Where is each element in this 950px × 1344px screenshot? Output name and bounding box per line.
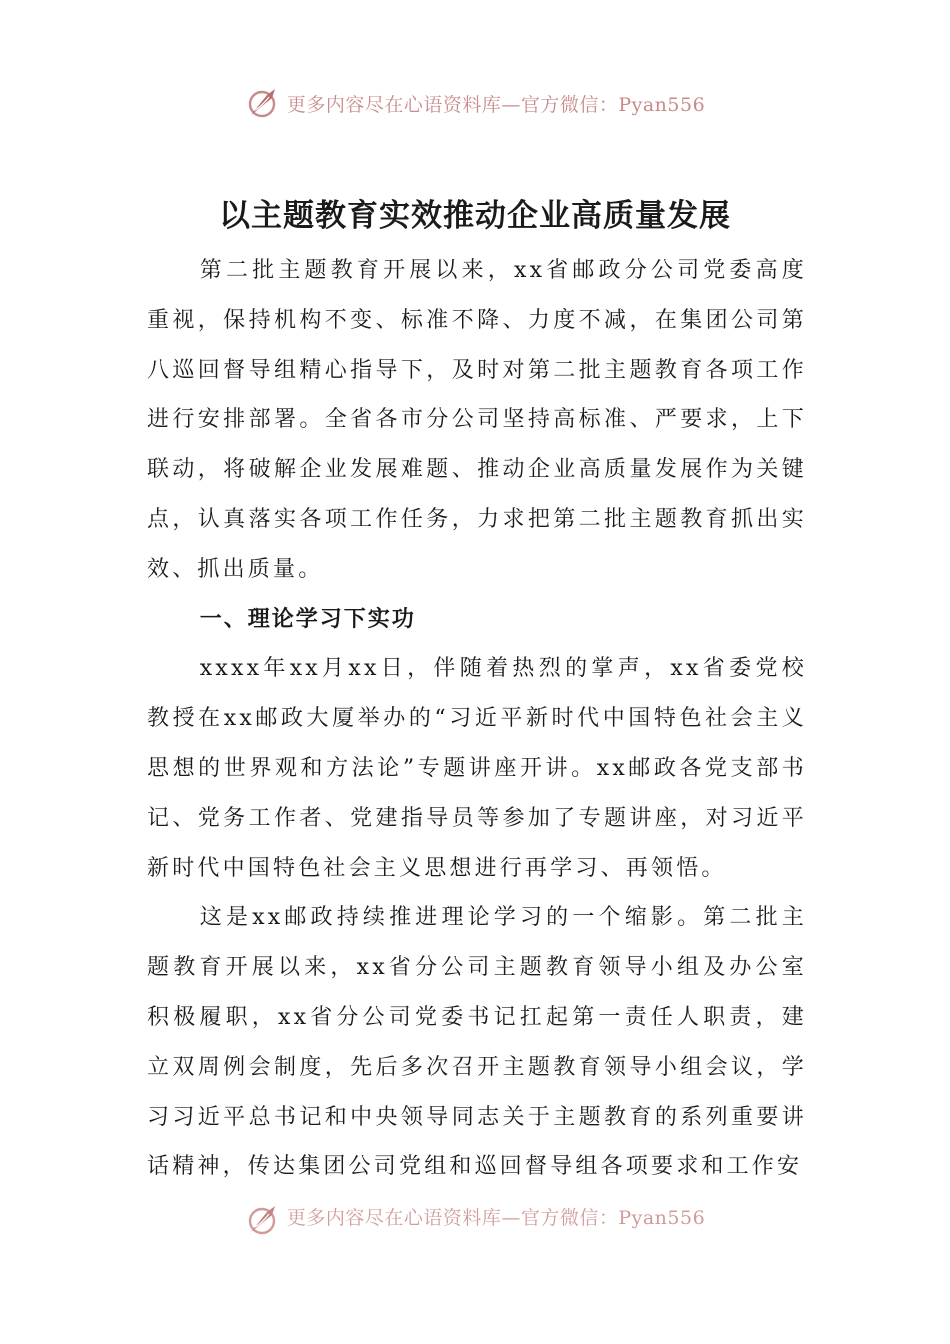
section-heading: 一、理论学习下实功 bbox=[199, 606, 416, 632]
intro-paragraph: 第二批主题教育开展以来，xx省邮政分公司党委高度重视，保持机构不变、标准不降、力度不减，在集团公司第八巡回督导组精心指导下，及时对第二批主题教育各项工作进行安排部署。全省各市分公司坚持高标准、严要求，上下联动，将破解企业发展难题、推动企业高质量发展作为关键点，认真落实各项工作任务，力求把第二批主题教育抓出实效、抓出质量。 bbox=[147, 258, 807, 582]
quill-logo-icon bbox=[245, 85, 281, 121]
watermark-text: 更多内容尽在心语资料库—官方微信：Pyan556 bbox=[286, 1206, 706, 1229]
header-watermark bbox=[0, 83, 950, 123]
quill-logo-icon bbox=[245, 1202, 281, 1238]
watermark-text: 更多内容尽在心语资料库—官方微信：Pyan556 bbox=[286, 93, 706, 116]
section-paragraph-1: xxxx年xx月xx日，伴随着热烈的掌声，xx省委党校教授在xx邮政大厦举办的“习近平新时代中国特色社会主义思想的世界观和方法论”专题讲座开讲。xx邮政各党支部书记、党务工作者、党建指导员等参加了专题讲座，对习近平新时代中国特色社会主义思想进行再学习、再领悟。 bbox=[147, 656, 807, 881]
page-title: 以主题教育实效推动企业高质量发展 bbox=[219, 198, 731, 234]
footer-watermark bbox=[0, 1204, 950, 1244]
section-paragraph-2: 这是xx邮政持续推进理论学习的一个缩影。第二批主题教育开展以来，xx省分公司主题教育领导小组及办公室积极履职，xx省分公司党委书记扛起第一责任人职责，建立双周例会制度，先后多次召开主题教育领导小组会议，学习习近平总书记和中央领导同志关于主题教育的系列重要讲话精神，传达集团公司党组和巡回督导组各项要求和工作安 bbox=[147, 905, 807, 1180]
document-body bbox=[147, 246, 807, 1192]
